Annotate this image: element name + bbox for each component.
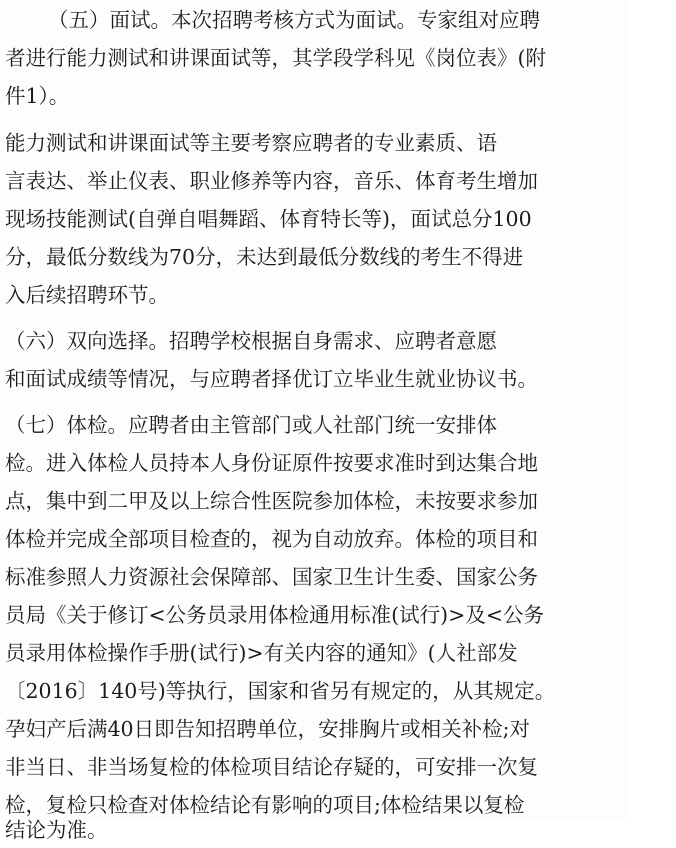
text-line: 员录用体检操作手册(试行)>有关内容的通知》(人社部发 <box>5 641 518 665</box>
text-line: 者进行能力测试和讲课面试等，其学段学科见《岗位表》(附 <box>5 46 546 70</box>
text-line: 标准参照人力资源社会保障部、国家卫生计生委、国家公务 <box>5 565 538 589</box>
text-line: 能力测试和讲课面试等主要考察应聘者的专业素质、语 <box>5 131 497 155</box>
text-line: 员局《关于修订<公务员录用体检通用标准(试行)>及<公务 <box>5 603 545 627</box>
text-line: （五）面试。本次招聘考核方式为面试。专家组对应聘 <box>48 8 540 32</box>
text-line: 结论为准。 <box>5 818 108 842</box>
text-line: （七）体检。应聘者由主管部门或人社部门统一安排体 <box>5 413 497 437</box>
text-line: 体检并完成全部项目检查的，视为自动放弃。体检的项目和 <box>5 527 538 551</box>
text-line: 检，复检只检查对体检结论有影响的项目;体检结果以复检 <box>5 793 525 817</box>
text-line: 分，最低分数线为70分，未达到最低分数线的考生不得进 <box>5 245 524 269</box>
text-line: 言表达、举止仪表、职业修养等内容，音乐、体育考生增加 <box>5 169 538 193</box>
text-line: 非当日、非当场复检的体检项目结论存疑的，可安排一次复 <box>5 755 538 779</box>
text-line: 〔2016〕140号)等执行，国家和省另有规定的，从其规定。 <box>5 679 556 703</box>
text-line: 现场技能测试(自弹自唱舞蹈、体育特长等)，面试总分100 <box>5 207 532 231</box>
text-line: 孕妇产后满40日即告知招聘单位，安排胸片或相关补检;对 <box>5 717 530 741</box>
text-line: 点，集中到二甲及以上综合性医院参加体检，未按要求参加 <box>5 489 538 513</box>
text-line: 入后续招聘环节。 <box>5 283 169 307</box>
text-line: 和面试成绩等情况，与应聘者择优订立毕业生就业协议书。 <box>5 367 538 391</box>
text-line: （六）双向选择。招聘学校根据自身需求、应聘者意愿 <box>5 329 497 353</box>
text-line: 检。进入体检人员持本人身份证原件按要求准时到达集合地 <box>5 451 538 475</box>
text-line: 件1）。 <box>5 84 70 108</box>
